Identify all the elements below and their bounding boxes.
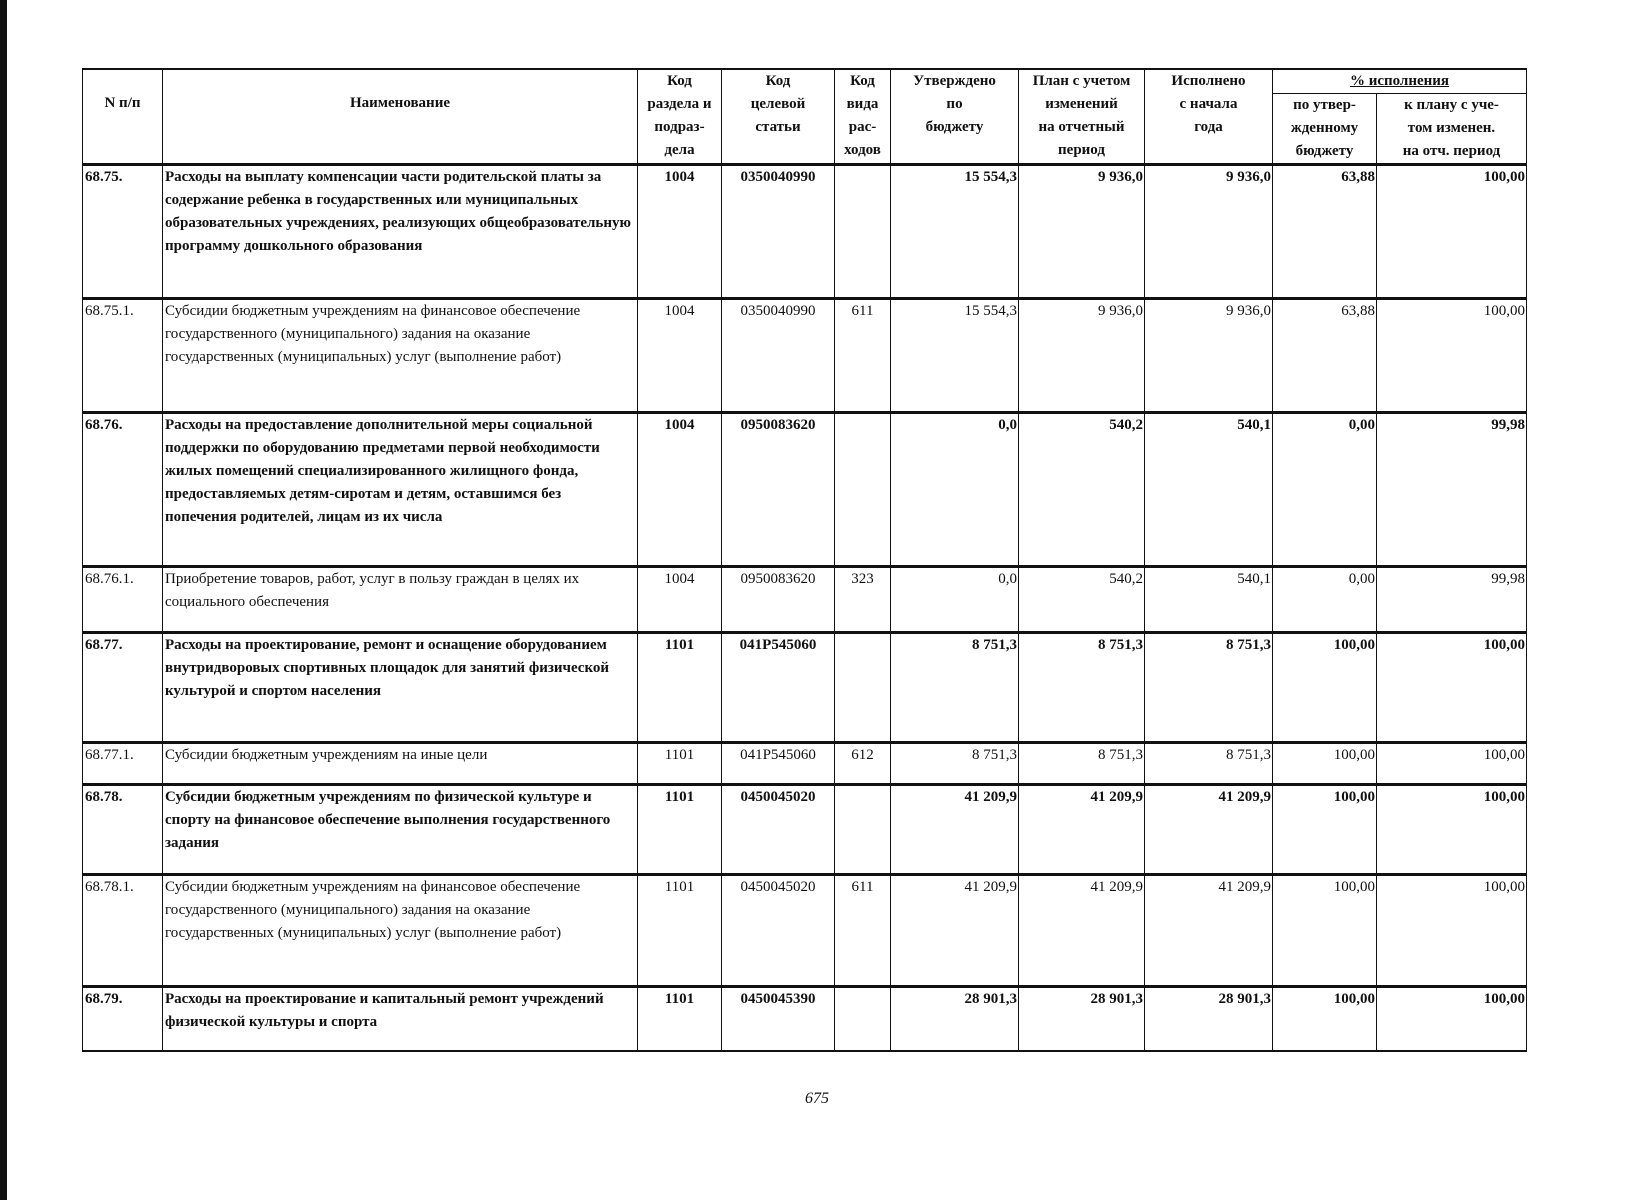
header-line: года (1194, 119, 1223, 135)
cell-type (835, 413, 891, 567)
header-line: жденному (1290, 120, 1359, 136)
header-name: Наименование (163, 69, 638, 165)
cell-section: 1101 (638, 785, 722, 875)
cell-approved: 15 554,3 (891, 299, 1019, 413)
header-nn: N п/п (83, 69, 163, 165)
cell-plan: 9 936,0 (1019, 299, 1145, 413)
header-target-code (722, 69, 835, 165)
cell-target: 0950083620 (722, 567, 835, 633)
cell-name: Расходы на выплату компенсации части родительской платы за содержание ребенка в государственных или муниципальных образовательных учреждениях, реализующих общеобразовательную программу дошкольного образования (163, 165, 638, 299)
header-line: целевой (750, 96, 806, 112)
cell-target: 041P545060 (722, 743, 835, 785)
table-row (83, 567, 1527, 633)
cell-pct-budget: 100,00 (1273, 743, 1377, 785)
cell-pct-budget: 63,88 (1273, 165, 1377, 299)
cell-pct-budget: 100,00 (1273, 633, 1377, 743)
header-line: бюджету (925, 119, 984, 135)
cell-pct-plan: 99,98 (1377, 413, 1527, 567)
cell-pct-budget: 100,00 (1273, 987, 1377, 1051)
cell-pct-plan: 100,00 (1377, 165, 1527, 299)
cell-plan: 8 751,3 (1019, 743, 1145, 785)
header-pct-budget (1273, 94, 1377, 165)
header-line: План с учетом (1032, 73, 1131, 89)
header-line: том изменен. (1407, 120, 1496, 136)
header-line: Код (850, 73, 875, 89)
cell-target: 0450045020 (722, 875, 835, 987)
cell-approved: 8 751,3 (891, 633, 1019, 743)
header-line: изменений (1045, 96, 1118, 112)
header-line: по утвер- (1293, 97, 1356, 113)
cell-plan: 28 901,3 (1019, 987, 1145, 1051)
table-row (83, 875, 1527, 987)
cell-section: 1004 (638, 567, 722, 633)
cell-nn: 68.76.1. (83, 567, 163, 633)
page-number: 675 (805, 1090, 829, 1107)
header-plan (1019, 69, 1145, 165)
header-line: Код (765, 73, 791, 89)
header-approved (891, 69, 1019, 165)
header-line: вида (846, 96, 879, 112)
cell-target: 0950083620 (722, 413, 835, 567)
cell-approved: 28 901,3 (891, 987, 1019, 1051)
cell-approved: 15 554,3 (891, 165, 1019, 299)
table-body (83, 165, 1527, 1051)
cell-executed: 540,1 (1145, 413, 1273, 567)
cell-target: 0350040990 (722, 165, 835, 299)
table-row (83, 165, 1527, 299)
cell-type: 611 (835, 875, 891, 987)
cell-nn: 68.76. (83, 413, 163, 567)
cell-executed: 28 901,3 (1145, 987, 1273, 1051)
cell-nn: 68.79. (83, 987, 163, 1051)
table-row (83, 785, 1527, 875)
header-line: Код (667, 73, 692, 89)
header-pct-group: % исполнения (1273, 69, 1527, 94)
cell-name: Субсидии бюджетным учреждениям на финансовое обеспечение государственного (муниципального) задания на оказание государственных (муниципальных) услуг (выполнение работ) (163, 299, 638, 413)
cell-executed: 41 209,9 (1145, 785, 1273, 875)
scan-left-edge (0, 0, 7, 1200)
cell-name: Субсидии бюджетным учреждениям на финансовое обеспечение государственного (муниципального) задания на оказание государственных (муниципальных) услуг (выполнение работ) (163, 875, 638, 987)
cell-section: 1004 (638, 165, 722, 299)
cell-type: 611 (835, 299, 891, 413)
cell-pct-budget: 100,00 (1273, 875, 1377, 987)
cell-nn: 68.75.1. (83, 299, 163, 413)
cell-name: Приобретение товаров, работ, услуг в пользу граждан в целях их социального обеспечения (163, 567, 638, 633)
cell-section: 1101 (638, 875, 722, 987)
cell-pct-plan: 99,98 (1377, 567, 1527, 633)
cell-executed: 9 936,0 (1145, 299, 1273, 413)
header-line: к плану с уче- (1404, 97, 1499, 113)
header-pct-plan (1377, 94, 1527, 165)
table-row (83, 987, 1527, 1051)
cell-target: 0450045390 (722, 987, 835, 1051)
cell-type (835, 987, 891, 1051)
header-expense-type (835, 69, 891, 165)
cell-pct-budget: 100,00 (1273, 785, 1377, 875)
cell-executed: 8 751,3 (1145, 633, 1273, 743)
cell-nn: 68.77. (83, 633, 163, 743)
cell-approved: 0,0 (891, 567, 1019, 633)
header-line: рас- (848, 119, 877, 135)
cell-target: 041P545060 (722, 633, 835, 743)
cell-approved: 0,0 (891, 413, 1019, 567)
cell-plan: 540,2 (1019, 567, 1145, 633)
cell-name: Расходы на предоставление дополнительной меры социальной поддержки по оборудованию предметами первой необходимости жилых помещений специализированного жилищного фонда, предоставляемых детям-сиротам и детям, оставшимся без попечения родителей, лицам из их числа (163, 413, 638, 567)
cell-section: 1004 (638, 299, 722, 413)
header-line: дела (664, 142, 695, 158)
cell-name: Субсидии бюджетным учреждениям на иные цели (163, 743, 638, 785)
cell-plan: 9 936,0 (1019, 165, 1145, 299)
header-line: период (1058, 142, 1105, 158)
cell-plan: 41 209,9 (1019, 875, 1145, 987)
cell-section: 1101 (638, 633, 722, 743)
header-line: на отчетный (1038, 119, 1125, 135)
header-line: ходов (844, 142, 881, 158)
cell-type (835, 785, 891, 875)
cell-pct-plan: 100,00 (1377, 875, 1527, 987)
budget-table-container (82, 68, 1526, 1052)
cell-pct-plan: 100,00 (1377, 785, 1527, 875)
cell-approved: 41 209,9 (891, 785, 1019, 875)
cell-executed: 8 751,3 (1145, 743, 1273, 785)
cell-nn: 68.78. (83, 785, 163, 875)
cell-plan: 41 209,9 (1019, 785, 1145, 875)
cell-plan: 8 751,3 (1019, 633, 1145, 743)
cell-type (835, 633, 891, 743)
header-line: статьи (755, 119, 801, 135)
table-row (83, 413, 1527, 567)
cell-pct-plan: 100,00 (1377, 633, 1527, 743)
cell-pct-plan: 100,00 (1377, 299, 1527, 413)
header-section-code (638, 69, 722, 165)
table-row (83, 299, 1527, 413)
cell-pct-budget: 0,00 (1273, 567, 1377, 633)
cell-nn: 68.75. (83, 165, 163, 299)
header-line: раздела и (647, 96, 712, 112)
budget-execution-table (82, 68, 1527, 1052)
cell-nn: 68.78.1. (83, 875, 163, 987)
cell-plan: 540,2 (1019, 413, 1145, 567)
cell-target: 0350040990 (722, 299, 835, 413)
cell-name: Субсидии бюджетным учреждениям по физической культуре и спорту на финансовое обеспечение выполнения государственного задания (163, 785, 638, 875)
header-line: Утверждено (913, 73, 996, 89)
cell-executed: 41 209,9 (1145, 875, 1273, 987)
table-header (83, 69, 1527, 165)
header-line: Исполнено (1171, 73, 1246, 89)
cell-pct-plan: 100,00 (1377, 987, 1527, 1051)
cell-pct-budget: 63,88 (1273, 299, 1377, 413)
cell-type: 612 (835, 743, 891, 785)
header-executed (1145, 69, 1273, 165)
cell-target: 0450045020 (722, 785, 835, 875)
cell-nn: 68.77.1. (83, 743, 163, 785)
header-line: по (946, 96, 963, 112)
header-line: с начала (1179, 96, 1238, 112)
header-line: бюджету (1295, 143, 1354, 159)
cell-executed: 540,1 (1145, 567, 1273, 633)
cell-section: 1101 (638, 743, 722, 785)
table-row (83, 743, 1527, 785)
cell-name: Расходы на проектирование, ремонт и оснащение оборудованием внутридворовых спортивных площадок для занятий физической культурой и спортом населения (163, 633, 638, 743)
cell-section: 1101 (638, 987, 722, 1051)
cell-executed: 9 936,0 (1145, 165, 1273, 299)
header-line: на отч. период (1402, 143, 1501, 159)
cell-pct-budget: 0,00 (1273, 413, 1377, 567)
cell-approved: 41 209,9 (891, 875, 1019, 987)
cell-section: 1004 (638, 413, 722, 567)
cell-type (835, 165, 891, 299)
cell-name: Расходы на проектирование и капитальный ремонт учреждений физической культуры и спорта (163, 987, 638, 1051)
header-line: подраз- (654, 119, 705, 135)
cell-type: 323 (835, 567, 891, 633)
table-row (83, 633, 1527, 743)
cell-pct-plan: 100,00 (1377, 743, 1527, 785)
cell-approved: 8 751,3 (891, 743, 1019, 785)
